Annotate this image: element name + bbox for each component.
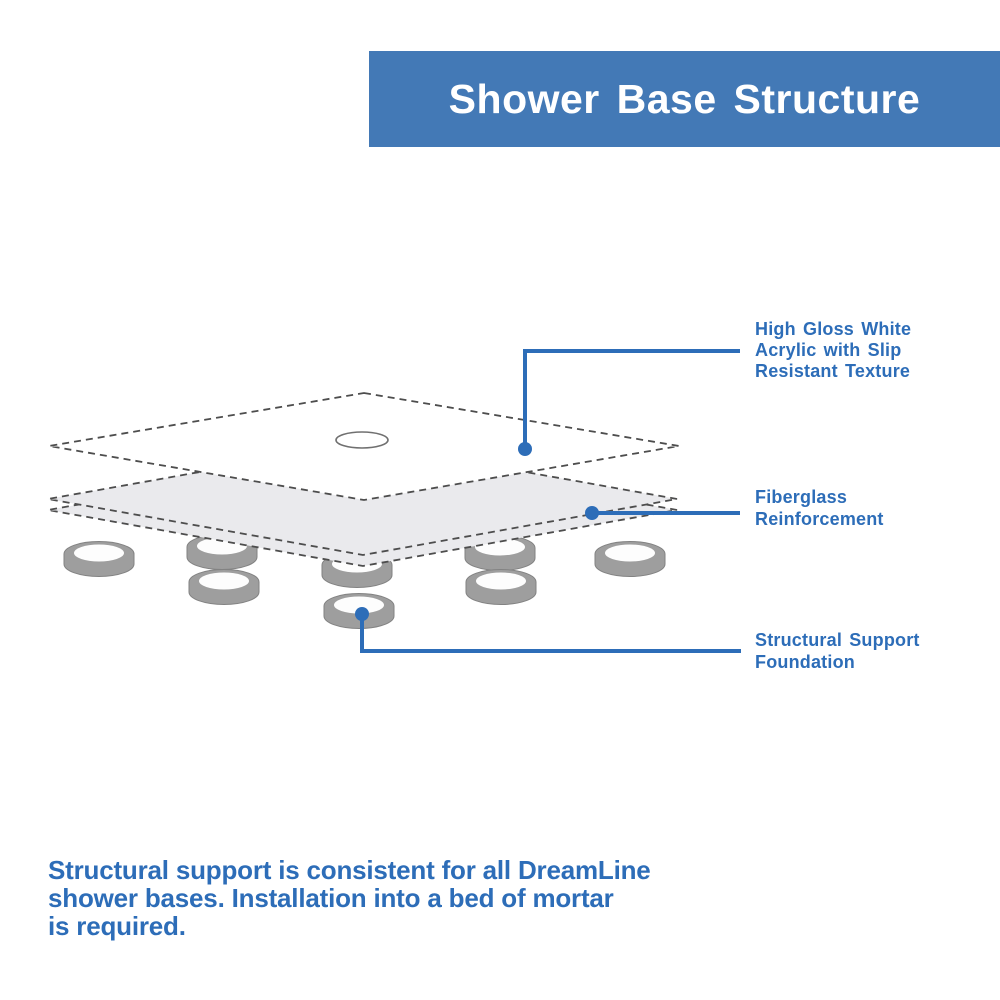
footer-line: Structural support is consistent for all DreamLine: [48, 855, 651, 885]
support-ring: [64, 542, 134, 577]
support-ring: [466, 570, 536, 605]
callout-line: Structural Support: [755, 630, 920, 650]
acrylic-leader-dot: [518, 442, 532, 456]
page-title: Shower Base Structure: [448, 75, 921, 122]
callout-line: Fiberglass: [755, 487, 848, 507]
support-ring: [595, 542, 665, 577]
footer-line: is required.: [48, 911, 186, 941]
footer-note: [48, 856, 651, 940]
callout-line: High Gloss White: [755, 319, 912, 339]
callout-line: Reinforcement: [755, 509, 884, 529]
callout-label-acrylic: [755, 319, 911, 382]
support-ring: [189, 570, 259, 605]
footer-line: shower bases. Installation into a bed of mortar: [48, 883, 614, 913]
callout-line: Foundation: [755, 652, 855, 672]
support-leader-line: [362, 614, 741, 651]
callout-label-support: [755, 629, 920, 673]
callout-label-fiberglass: [755, 486, 884, 530]
callout-line: Acrylic with Slip: [755, 340, 902, 360]
drain-hole: [336, 432, 388, 448]
fiberglass-leader-dot: [585, 506, 599, 520]
callout-line: Resistant Texture: [755, 361, 911, 381]
support-leader-dot: [355, 607, 369, 621]
